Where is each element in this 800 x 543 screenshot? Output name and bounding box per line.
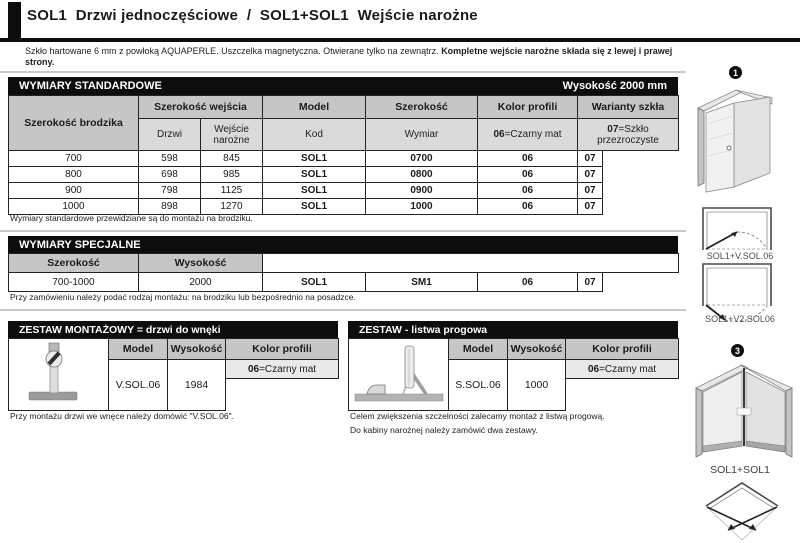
special-header-empty	[263, 254, 679, 273]
kit-color-desc: =Czarny mat	[599, 363, 657, 375]
single-door-3d-diagram	[694, 84, 776, 202]
kit-color-code: 06	[247, 363, 260, 375]
standard-dimensions-table	[8, 95, 679, 215]
kit-height-value: 1000	[508, 360, 566, 411]
diagram-badge-3: 3	[731, 344, 744, 357]
table-row	[9, 183, 679, 199]
diagram-label: SOL1+V.SOL.06	[706, 251, 774, 261]
threshold-kit-bar	[348, 321, 678, 338]
cell-szklo: 07	[578, 167, 603, 183]
standard-note: Wymiary standardowe przewidziane są do montażu na brodziku.	[10, 213, 253, 223]
mounting-profile-drawing	[9, 339, 109, 411]
threshold-kit-table	[348, 338, 679, 411]
subheader-kolor-06	[478, 119, 578, 151]
cell-wysokosc: 2000	[139, 273, 263, 292]
cell-kolor: 06	[478, 167, 578, 183]
mounting-kit-section	[8, 321, 338, 411]
cell-szklo: 07	[578, 183, 603, 199]
subheader-wejscie-narozne: Wejście narożne	[201, 119, 263, 151]
threshold-kit-note-1: Celem zwiększenia szczelności zalecamy montaż z listwą progową.	[350, 411, 605, 421]
mounting-kit-table	[8, 338, 339, 411]
cell-model: SOL1	[263, 199, 366, 215]
threshold-strip-icon	[353, 342, 445, 404]
cell-model: SOL1	[263, 183, 366, 199]
kolor-desc: =Czarny mat	[504, 129, 562, 140]
col-header-warianty: Warianty szkła	[578, 96, 679, 119]
kit-color-chip	[566, 360, 679, 379]
special-header-wysokosc: Wysokość	[139, 254, 263, 273]
special-section-bar	[8, 236, 678, 253]
description-bold-text: Kompletne wejście narożne składa się z lewej i prawej strony.	[25, 46, 673, 67]
cell-szklo: 07	[578, 273, 603, 292]
kit-header-wysokosc: Wysokość	[168, 339, 226, 360]
description-text: Szkło hartowane 6 mm z powłoką AQUAPERLE. Uszczelka magnetyczna. Otwierane tylko na zewnątrz.	[25, 46, 442, 56]
kit-height-value: 1984	[168, 360, 226, 411]
kit-color-code: 06	[587, 363, 600, 375]
mounting-kit-note: Przy montażu drzwi we wnęce należy domówić "V.SOL.06".	[10, 411, 234, 421]
cell-brodzik: 700	[9, 151, 139, 167]
col-header-model: Model	[263, 96, 366, 119]
cell-brodzik: 1000	[9, 199, 139, 215]
table-row	[9, 167, 679, 183]
kit-model-value: S.SOL.06	[449, 360, 508, 411]
cell-wejscie: 1270	[201, 199, 263, 215]
wall-profile-icon	[13, 342, 105, 404]
szklo-desc: =Szkło przezroczyste	[597, 123, 659, 146]
special-dimensions-table	[8, 253, 679, 292]
col-header-kolor: Kolor profili	[478, 96, 578, 119]
kit-color-desc: =Czarny mat	[259, 363, 317, 375]
product-description	[25, 46, 680, 68]
threshold-kit-title: ZESTAW - listwa progowa	[359, 323, 488, 336]
standard-dimensions-section	[8, 77, 678, 215]
kit-model-value: V.SOL.06	[109, 360, 168, 411]
separator-line	[0, 230, 686, 232]
special-note: Przy zamówieniu należy podać rodzaj montażu: na brodziku lub bezpośrednio na posadzce.	[10, 292, 356, 302]
threshold-strip-drawing	[349, 339, 449, 411]
title-divider	[0, 38, 800, 42]
cell-model: SOL1	[263, 151, 366, 167]
diagram-badge-1: 1	[729, 66, 742, 79]
cell-brodzik: 800	[9, 167, 139, 183]
szklo-code: 07	[607, 123, 619, 135]
cell-drzwi: 598	[139, 151, 201, 167]
special-bar-title: WYMIARY SPECJALNE	[19, 238, 141, 251]
page-title: SOL1 Drzwi jednoczęściowe / SOL1+SOL1 Wejście narożne	[27, 7, 478, 24]
cell-wymiar: 0900	[366, 183, 478, 199]
standard-bar-title: WYMIARY STANDARDOWE	[19, 80, 162, 92]
col-header-brodzik: Szerokość brodzika	[9, 96, 139, 151]
cell-szerokosc: 700-1000	[9, 273, 139, 292]
special-header-szerokosc: Szerokość	[9, 254, 139, 273]
cell-drzwi: 798	[139, 183, 201, 199]
kit-color-chip	[226, 360, 339, 379]
corner-entry-3d-diagram	[692, 358, 796, 462]
cell-model: SOL1	[263, 273, 366, 292]
subheader-drzwi: Drzwi	[139, 119, 201, 151]
threshold-kit-section	[348, 321, 678, 411]
kit-header-model: Model	[109, 339, 168, 360]
standard-bar-height: Wysokość 2000 mm	[562, 80, 667, 92]
cell-kolor: 06	[478, 273, 578, 292]
cell-wejscie: 985	[201, 167, 263, 183]
table-row	[9, 151, 679, 167]
col-header-szerokosc: Szerokość	[366, 96, 478, 119]
cell-wejscie: 845	[201, 151, 263, 167]
separator-line	[0, 71, 686, 73]
table-row	[9, 273, 679, 292]
mounting-kit-bar	[8, 321, 338, 338]
cell-kolor: 06	[478, 151, 578, 167]
kit-header-model: Model	[449, 339, 508, 360]
cell-wejscie: 1125	[201, 183, 263, 199]
kit-header-kolor: Kolor profili	[566, 339, 679, 360]
cell-kolor: 06	[478, 199, 578, 215]
cell-wymiar: SM1	[366, 273, 478, 292]
kit-header-kolor: Kolor profili	[226, 339, 339, 360]
cell-kolor: 06	[478, 183, 578, 199]
title-accent-block	[8, 2, 21, 39]
cell-brodzik: 900	[9, 183, 139, 199]
cell-model: SOL1	[263, 167, 366, 183]
subheader-szklo-07	[578, 119, 679, 151]
subheader-kod: Kod	[263, 119, 366, 151]
col-header-wejscie: Szerokość wejścia	[139, 96, 263, 119]
cell-drzwi: 898	[139, 199, 201, 215]
standard-section-bar	[8, 77, 678, 95]
special-dimensions-section	[8, 236, 678, 292]
cell-drzwi: 698	[139, 167, 201, 183]
cell-wymiar: 1000	[366, 199, 478, 215]
threshold-kit-note-2: Do kabiny narożnej należy zamówić dwa zestawy.	[350, 425, 538, 435]
cell-szklo: 07	[578, 151, 603, 167]
kolor-code: 06	[493, 129, 505, 140]
diagram-label: SOL1+V2.SOL06	[705, 314, 775, 324]
cell-wymiar: 0700	[366, 151, 478, 167]
cell-wymiar: 0800	[366, 167, 478, 183]
mounting-kit-title: ZESTAW MONTAŻOWY = drzwi do wnęki	[19, 323, 221, 336]
separator-line	[0, 309, 686, 311]
diagram-label: SOL1+SOL1	[710, 464, 770, 476]
cell-szklo: 07	[578, 199, 603, 215]
kit-header-wysokosc: Wysokość	[508, 339, 566, 360]
top-view-corner-diagram	[700, 478, 784, 542]
subheader-wymiar: Wymiar	[366, 119, 478, 151]
